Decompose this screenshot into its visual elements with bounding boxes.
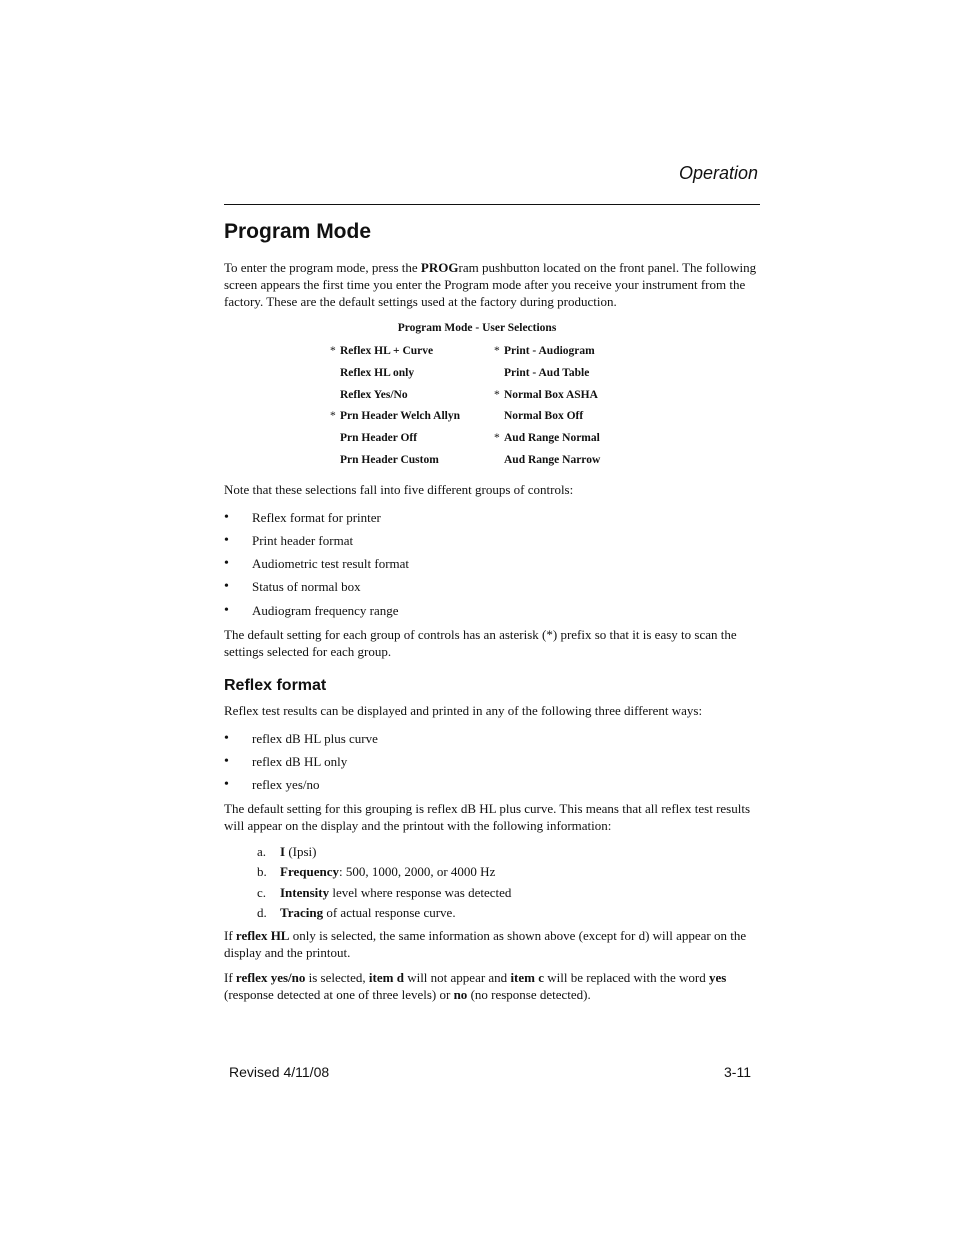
selections-caption: Program Mode - User Selections [397,322,557,334]
section-heading-reflex: Reflex format [224,676,327,694]
list-item: a. I (Ipsi) [257,844,317,860]
selection-cell: * Print - Audiogram [494,345,595,357]
bullet-icon: • [224,579,229,595]
selection-cell: Print - Aud Table [504,366,590,379]
selection-cell: Reflex HL only [340,366,415,379]
list-item: • Reflex format for printer [224,506,760,529]
list-item: • reflex dB HL only [224,750,760,773]
groups-note: Note that these selections fall into five different groups of controls: [224,481,574,497]
prog-keyword: PROG [420,260,459,275]
list-item: d. Tracing of actual response curve. [257,904,456,920]
reflex-intro: Reflex test results can be displayed and printed in any of the following three different ways: [224,702,703,718]
selection-cell: * Reflex HL + Curve [330,345,434,357]
list-item: b. Frequency: 500, 1000, 2000, or 4000 Hz [257,864,496,880]
list-item: • Status of normal box [224,575,760,598]
list-item: • Audiometric test result format [224,552,760,575]
bullet-icon: • [224,753,229,769]
list-item: c. Intensity level where response was detected [257,884,512,900]
default-note: The default setting for each group of controls has an asterisk (*) prefix so that it is easy to scan the settings selected for each group. [224,626,737,659]
bullet-icon: • [224,509,229,525]
selection-cell: Reflex Yes/No [340,388,408,401]
reflex-yesno-paragraph: If reflex yes/no is selected, item d will not appear and item c will be replaced with the word yes (response detected at one of three levels) or no (no response detected). [224,970,727,1003]
selection-cell: Aud Range Narrow [504,453,601,466]
page-content [224,218,760,1011]
bullet-icon: • [224,556,229,572]
selection-cell: * Aud Range Normal [494,432,600,445]
list-item: • Audiogram frequency range [224,599,760,622]
footer-revised: Revised 4/11/08 [229,1064,330,1080]
reflex-info-list [257,842,760,923]
selections-table [330,341,760,472]
selection-cell: * Normal Box ASHA [494,388,598,401]
reflex-default-text: The default setting for this grouping is reflex dB HL plus curve. This means that all reflex test results will appear on the display and the printout with the following information: [224,801,751,834]
selection-cell: Normal Box Off [504,410,584,423]
selection-cell: * Prn Header Welch Allyn [330,410,461,423]
selection-cell: Prn Header Off [340,432,418,445]
selection-cell: Prn Header Custom [340,453,439,466]
list-item: • reflex dB HL plus curve [224,727,760,750]
intro-paragraph: To enter the program mode, press the PROGram pushbutton located on the front panel. The following screen appears the first time you enter the Program mode after you receive your instrument from the factory. These are the default settings used at the factory during production. [224,260,757,309]
list-item: • Print header format [224,529,760,552]
page-title: Program Mode [224,220,372,243]
header-rule [224,204,760,205]
list-item: • reflex yes/no [224,773,760,796]
footer-page-number: 3-11 [724,1064,751,1080]
bullet-icon: • [224,532,229,548]
bullet-icon: • [224,730,229,746]
reflex-hl-paragraph: If reflex HL only is selected, the same information as shown above (except for d) will appear on the display and the printout. [224,928,747,961]
bullet-icon: • [224,602,229,618]
reflex-ways-list [224,727,760,797]
groups-list [224,506,760,622]
bullet-icon: • [224,777,229,793]
running-header: Operation [678,163,758,183]
